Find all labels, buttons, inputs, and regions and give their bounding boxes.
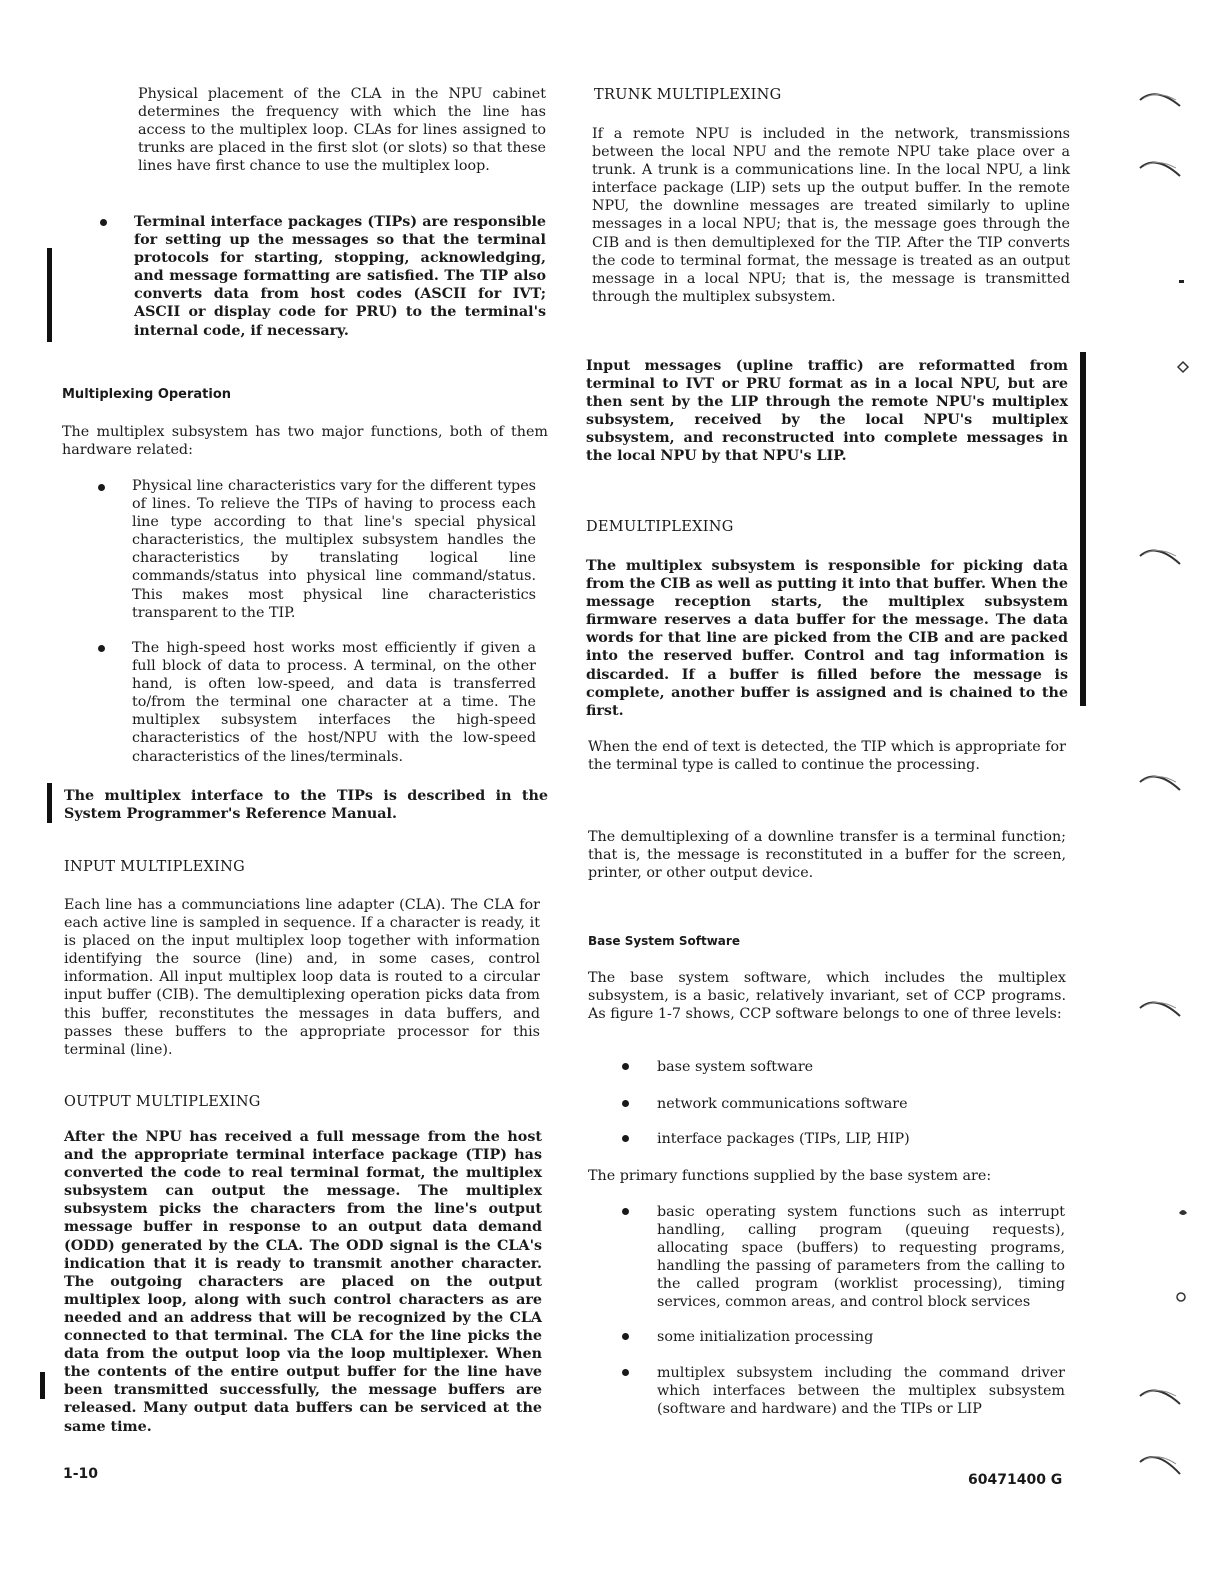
- binder-hole-mark-icon: [1136, 82, 1186, 116]
- paragraph-demultiplexing: The multiplex subsystem is responsible for picking data from the CIB as well as putting it into that buffer. When the message reception starts, the multiplex subsystem firmware reserves a data buffer for the message. The data words for that line are picked from the CIB and are packed into the reserved buffer. Control and tag information is discarded. If a buffer is filled before the message is complete, another buffer is assigned and is chained to the first.: [586, 558, 1068, 719]
- heading-multiplexing-operation: Multiplexing Operation: [62, 387, 232, 402]
- binder-hole-mark-icon: [1136, 538, 1186, 572]
- paragraph-primary-functions: The primary functions supplied by the base system are:: [588, 1168, 992, 1184]
- heading-trunk-multiplexing: TRUNK MULTIPLEXING: [594, 87, 782, 103]
- heading-base-system-software: Base System Software: [588, 934, 740, 948]
- bullet-icon: [622, 1135, 629, 1142]
- bullet-physical-line: Physical line characteristics vary for the different types of lines. To relieve the TIPs of having to process each line type according to that line's special physical characteristics, the multiplex subsystem handles the characteristics by translating logical line commands/status into physical line command/status. This makes most physical line characteristics transparent to the TIP.: [132, 478, 536, 621]
- paragraph-multiplexing-operation: The multiplex subsystem has two major functions, both of them hardware related:: [62, 424, 548, 459]
- list-item-level: network communications software: [657, 1096, 908, 1112]
- scan-speck-icon: [1174, 1290, 1188, 1308]
- paragraph-cla-placement: Physical placement of the CLA in the NPU cabinet determines the frequency with which the line has access to the multiplex loop. CLAs for lines assigned to trunks are placed in the first slot (or slots) so that these lines have first chance to use the multiplex loop.: [138, 86, 546, 175]
- binder-hole-mark-icon: [1136, 1444, 1186, 1484]
- paragraph-multiplex-interface: The multiplex interface to the TIPs is described in the System Programmer's Reference Manual.: [64, 788, 548, 823]
- bullet-tips: Terminal interface packages (TIPs) are responsible for setting up the messages so that the terminal protocols for starting, stopping, acknowledging, and message formatting are satisfied. The TIP also converts data from host codes (ASCII for IVT; ASCII or display code for PRU) to the terminal's internal code, if necessary.: [134, 214, 546, 339]
- scan-speck-icon: [1176, 360, 1190, 374]
- binder-hole-mark-icon: [1136, 1378, 1186, 1412]
- list-item-level: base system software: [657, 1059, 814, 1075]
- change-bar: [1080, 352, 1086, 706]
- bullet-icon: [100, 219, 107, 226]
- scan-speck-icon: [1176, 276, 1188, 288]
- list-item-function: multiplex subsystem including the command driver which interfaces between the multiplex subsystem (software and hardware) and the TIPs or LIP: [657, 1365, 1065, 1418]
- scan-speck-icon: [1176, 1206, 1190, 1220]
- heading-output-multiplexing: OUTPUT MULTIPLEXING: [64, 1094, 261, 1110]
- change-bar: [47, 248, 52, 342]
- binder-hole-mark-icon: [1136, 764, 1186, 798]
- list-item-level: interface packages (TIPs, LIP, HIP): [657, 1131, 910, 1147]
- paragraph-trunk-multiplexing: If a remote NPU is included in the network, transmissions between the local NPU and the remote NPU take place over a trunk. A trunk is a communications line. In the local NPU, a link interface package (LIP) sets up the output buffer. In the remote NPU, the downline messages are treated similarly to upline messages in a local NPU; that is, the message goes through the CIB and is then demultiplexed for the TIP. After the TIP converts the code to terminal format, the message is treated as an output message in a local NPU; that is, the message is transmitted through the multiplex subsystem.: [592, 126, 1070, 305]
- list-item-function: some initialization processing: [657, 1329, 874, 1345]
- bullet-icon: [622, 1369, 629, 1376]
- binder-hole-mark-icon: [1136, 990, 1186, 1024]
- change-bar: [40, 1372, 45, 1399]
- paragraph-input-multiplexing: Each line has a communciations line adapter (CLA). The CLA for each active line is sampled in sequence. If a character is ready, it is placed on the input multiplex loop together with information identifying the source (line) and, in some cases, control information. All input multiplex loop data is routed to a circular input buffer (CIB). The demultiplexing operation picks data from this buffer, reconstitutes the messages in data buffers, and passes these buffers to the appropriate processor for this terminal (line).: [64, 897, 540, 1058]
- bullet-high-speed-host: The high-speed host works most efficiently if given a full block of data to process. A terminal, on the other hand, is often low-speed, and data is transferred to/from the terminal one character at a time. The multiplex subsystem interfaces the high-speed characteristics of the host/NPU with the low-speed characteristics of the lines/terminals.: [132, 640, 536, 765]
- paragraph-downline-transfer: The demultiplexing of a downline transfer is a terminal function; that is, the message is reconstituted in a buffer for the screen, printer, or other output device.: [588, 829, 1066, 882]
- paragraph-base-system: The base system software, which includes the multiplex subsystem, is a basic, relatively invariant, set of CCP programs. As figure 1-7 shows, CCP software belongs to one of three levels:: [588, 970, 1066, 1023]
- page-number: 1-10: [63, 1466, 99, 1482]
- bullet-icon: [622, 1208, 629, 1215]
- document-number: 60471400 G: [968, 1472, 1063, 1488]
- bullet-icon: [622, 1333, 629, 1340]
- bullet-icon: [98, 645, 105, 652]
- binder-hole-mark-icon: [1136, 150, 1186, 184]
- heading-input-multiplexing: INPUT MULTIPLEXING: [64, 859, 246, 875]
- bullet-icon: [622, 1100, 629, 1107]
- list-item-function: basic operating system functions such as interrupt handling, calling program (queuing requests), allocating space (buffers) to requesting programs, handling the passing of parameters from the calling to the called program (worklist processing), timing services, common areas, and control block services: [657, 1204, 1065, 1311]
- paragraph-input-messages: Input messages (upline traffic) are reformatted from terminal to IVT or PRU format as in a local NPU, but are then sent by the LIP through the remote NPU's multiplex subsystem, received by the local NPU's multiplex subsystem, and reconstructed into complete messages in the local NPU by that NPU's LIP.: [586, 358, 1068, 465]
- bullet-icon: [98, 484, 105, 491]
- heading-demultiplexing: DEMULTIPLEXING: [586, 519, 734, 535]
- paragraph-output-multiplexing: After the NPU has received a full message from the host and the appropriate terminal interface package (TIP) has converted the code to real terminal format, the multiplex subsystem can output the message. The multiplex subsystem picks the characters from the line's output message buffer in response to an output data demand (ODD) generated by the CLA. The ODD signal is the CLA's indication that it is ready to transmit another character. The outgoing characters are placed on the output multiplex loop, along with such control characters as are needed and an address that will be recognized by the CLA connected to that terminal. The CLA for the line picks the data from the output loop via the loop multiplexer. When the contents of the entire output buffer for the line have been transmitted successfully, the message buffers are released. Many output data buffers can be serviced at the same time.: [64, 1129, 542, 1435]
- bullet-icon: [622, 1063, 629, 1070]
- change-bar: [47, 783, 52, 823]
- paragraph-end-of-text: When the end of text is detected, the TIP which is appropriate for the terminal type is called to continue the processing.: [588, 739, 1066, 774]
